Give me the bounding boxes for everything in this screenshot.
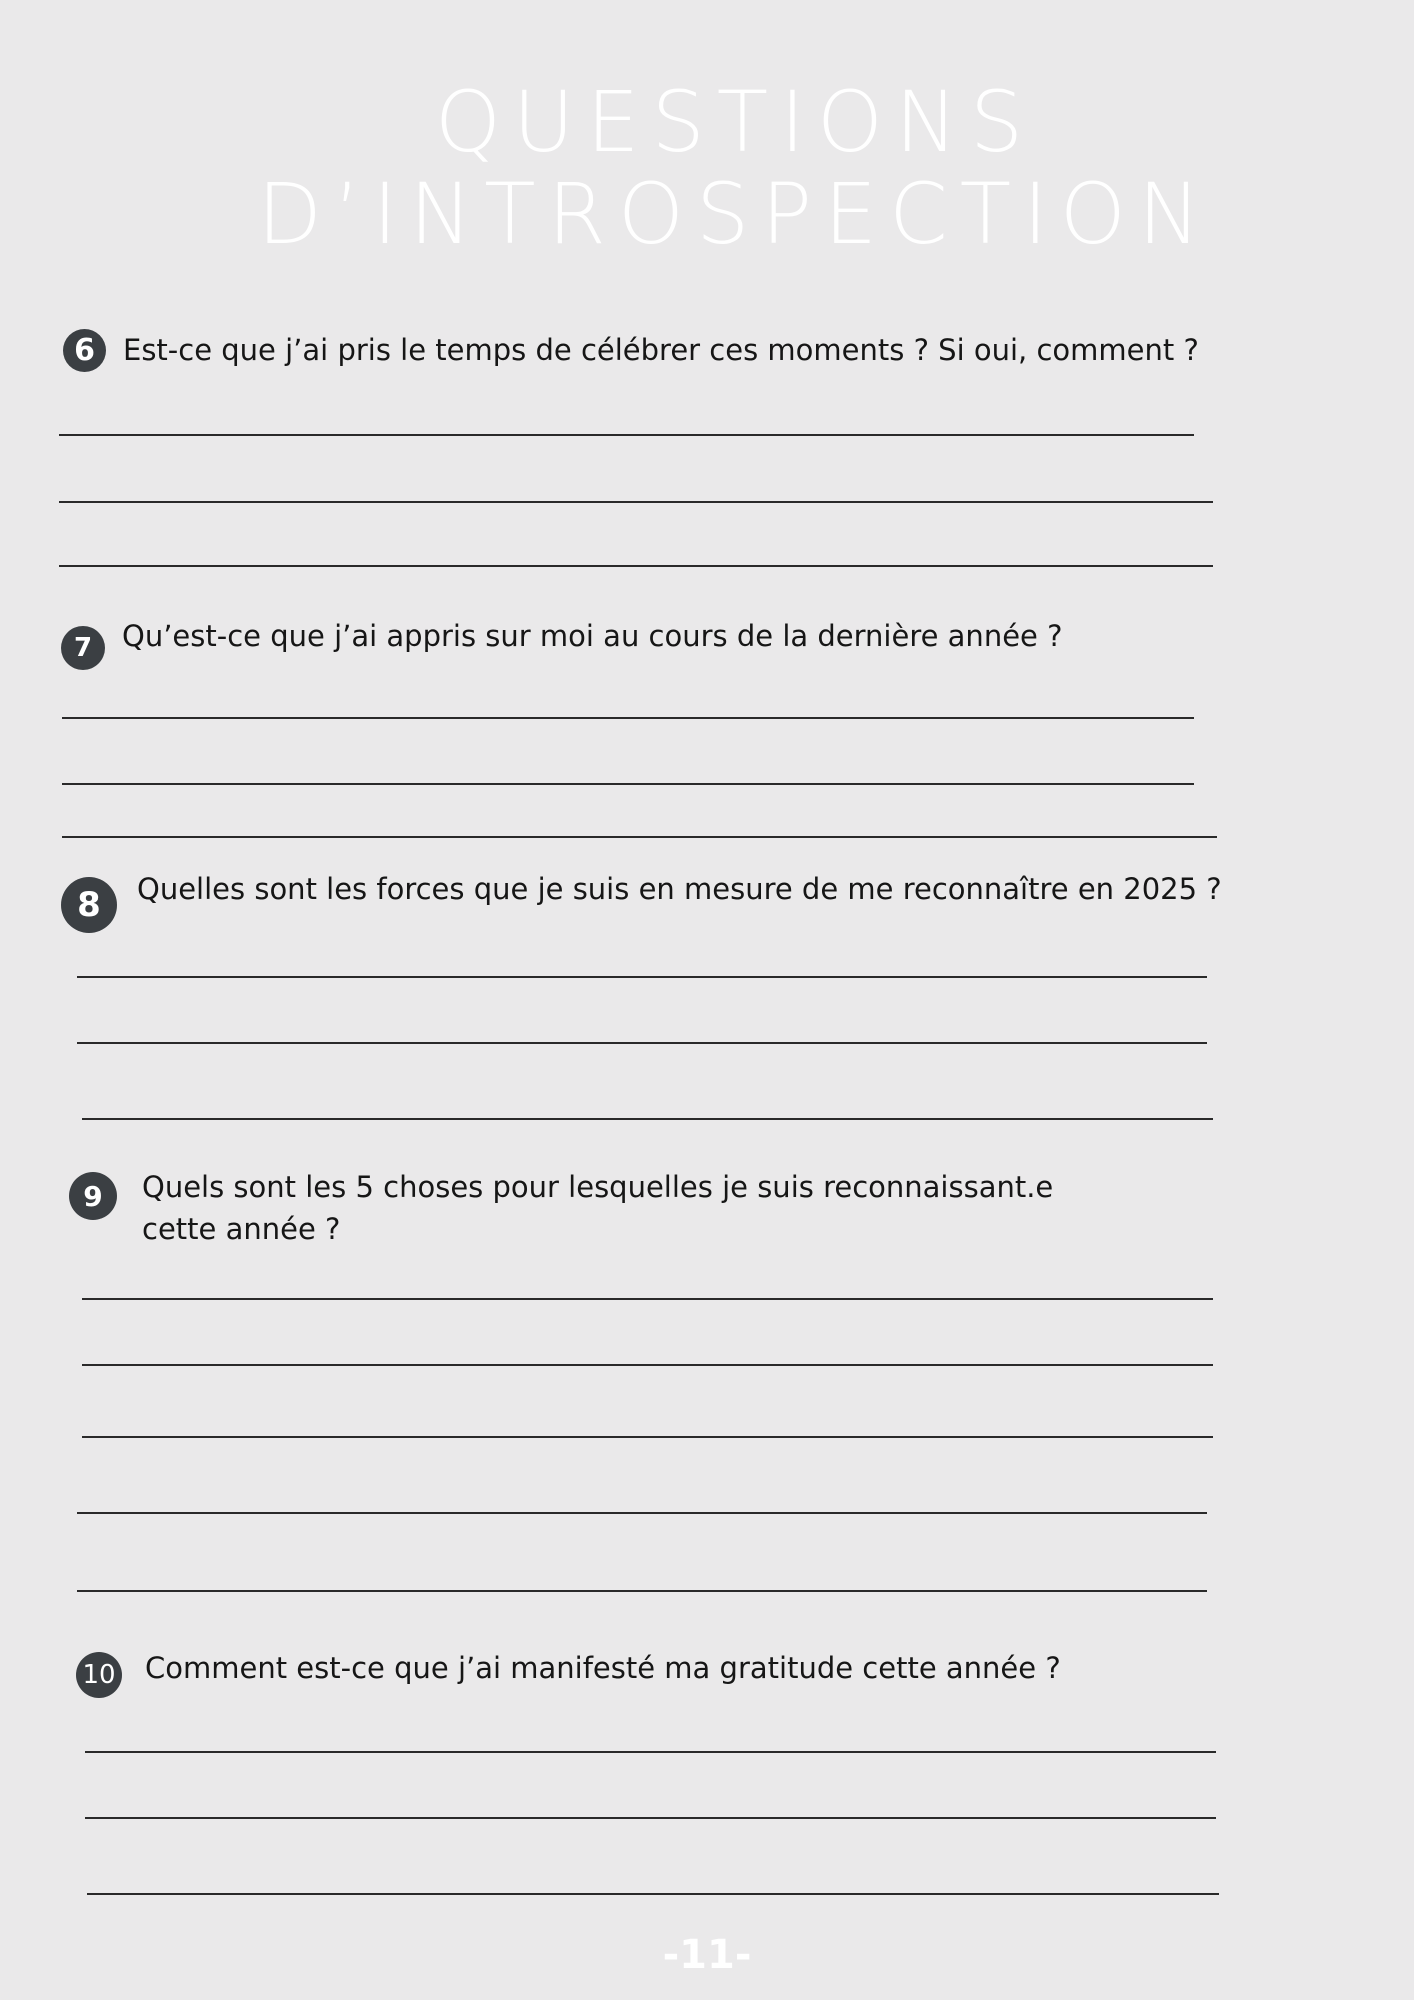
page-number: -11- xyxy=(662,1932,752,1978)
question-text-line-2: cette année ? xyxy=(142,1212,341,1246)
answer-line[interactable] xyxy=(62,836,1217,838)
answer-line[interactable] xyxy=(82,1298,1213,1300)
question-text: Comment est-ce que j’ai manifesté ma gratitude cette année ? xyxy=(145,1651,1061,1685)
answer-line[interactable] xyxy=(82,1118,1213,1120)
answer-line[interactable] xyxy=(82,1364,1213,1366)
answer-line[interactable] xyxy=(82,1436,1213,1438)
question-number-badge: 6 xyxy=(63,329,106,372)
answer-line[interactable] xyxy=(85,1751,1216,1753)
question-text: Quelles sont les forces que je suis en mesure de me reconnaître en 2025 ? xyxy=(137,872,1222,906)
answer-line[interactable] xyxy=(77,1042,1207,1044)
answer-line[interactable] xyxy=(77,1512,1207,1514)
question-number-badge: 9 xyxy=(69,1172,117,1220)
answer-line[interactable] xyxy=(59,565,1213,567)
question-number-badge: 7 xyxy=(61,626,105,670)
page-title-line-1: QUESTIONS xyxy=(434,73,1036,171)
answer-line[interactable] xyxy=(77,976,1207,978)
answer-line[interactable] xyxy=(59,501,1213,503)
page-title-line-2: D’INTROSPECTION xyxy=(257,165,1213,263)
answer-line[interactable] xyxy=(77,1590,1207,1592)
answer-line[interactable] xyxy=(59,434,1194,436)
answer-line[interactable] xyxy=(62,717,1194,719)
answer-line[interactable] xyxy=(85,1817,1216,1819)
question-number-badge: 10 xyxy=(76,1652,122,1698)
answer-line[interactable] xyxy=(62,783,1194,785)
question-number-badge: 8 xyxy=(61,877,117,933)
question-text: Est-ce que j’ai pris le temps de célébrer ces moments ? Si oui, comment ? xyxy=(123,333,1199,367)
question-text: Qu’est-ce que j’ai appris sur moi au cours de la dernière année ? xyxy=(122,619,1063,653)
question-text-line-1: Quels sont les 5 choses pour lesquelles je suis reconnaissant.e xyxy=(142,1170,1054,1204)
answer-line[interactable] xyxy=(87,1893,1219,1895)
